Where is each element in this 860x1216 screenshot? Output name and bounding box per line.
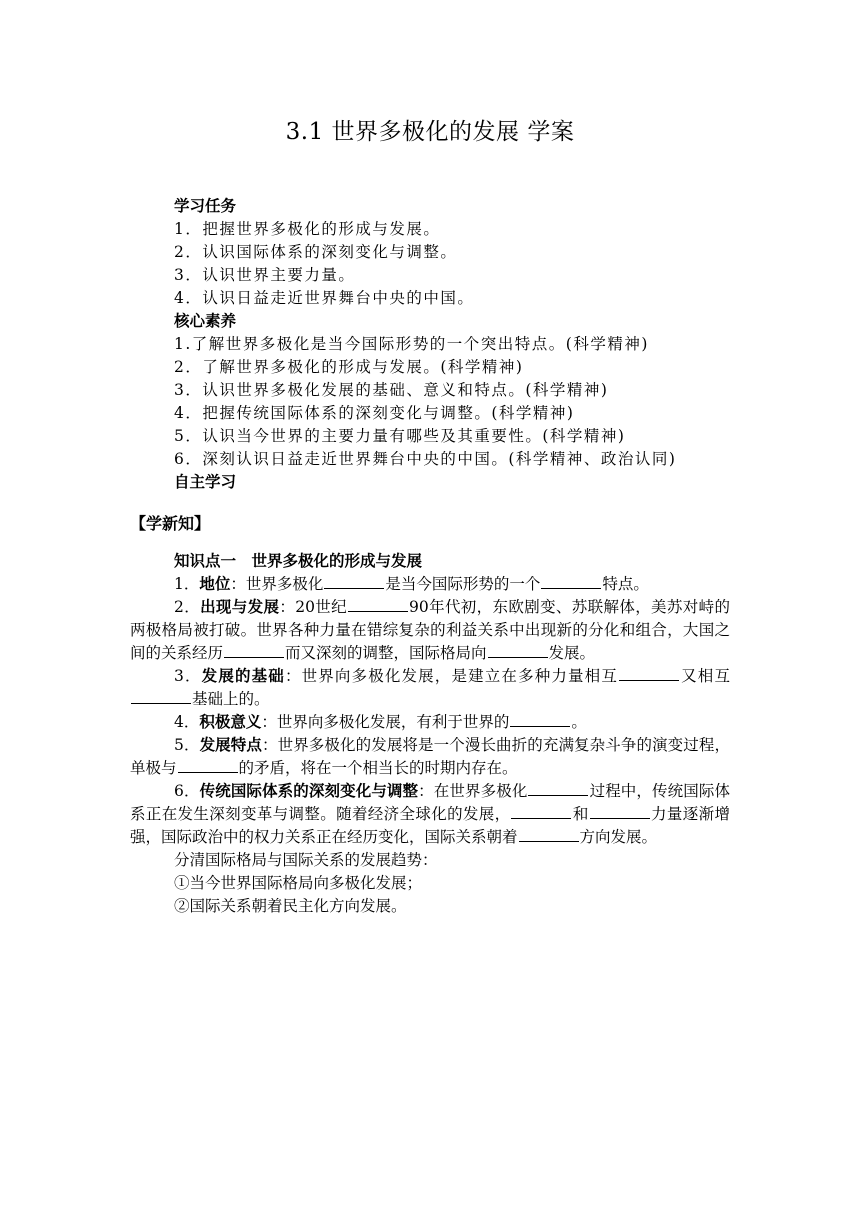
item-label: 出现与发展	[200, 598, 280, 616]
item-label: 发展特点	[199, 736, 262, 754]
item-text: 90年代初，东欧剧变、苏联解体，美苏对峙的两极格局被打破。世界各种力量在错综复杂的利益关系中出现新的分化和组合，大国之间的关系经历	[130, 598, 730, 662]
fill-blank[interactable]	[131, 689, 191, 704]
kp1-item-1	[130, 573, 730, 596]
fill-blank[interactable]	[348, 597, 408, 612]
item-text: 力量逐渐增强，国际政治中的权力关系正在经历变化，国际关系朝着	[130, 805, 730, 846]
fill-blank[interactable]	[528, 781, 588, 796]
item-text: ：世界多极化	[230, 575, 324, 593]
section-tag: 【学新知】	[130, 514, 211, 533]
core-item: 4．把握传统国际体系的深刻变化与调整。(科学精神)	[174, 404, 575, 422]
fill-blank[interactable]	[619, 666, 679, 681]
item-text: 而又深刻的调整，国际格局向	[285, 644, 487, 662]
item-text: ：世界向多极化发展，是建立在多种力量相互	[284, 667, 618, 685]
tasks-heading: 学习任务	[174, 197, 237, 215]
fill-blank[interactable]	[511, 804, 571, 819]
core-item: 2．了解世界多极化的形成与发展。(科学精神)	[174, 358, 524, 376]
task-item: 4．认识日益走近世界舞台中央的中国。	[174, 289, 475, 307]
item-label: 积极意义	[199, 713, 262, 731]
item-text: ：世界多极化的发展将是一个漫长曲折的充满复杂斗争的演变过程，单极与	[130, 736, 730, 777]
item-text: 是当今国际形势的一个	[385, 575, 541, 593]
item-number: 6．	[174, 782, 200, 800]
kp1-item-2	[130, 596, 730, 665]
fill-blank[interactable]	[224, 643, 284, 658]
task-item: 3．认识世界主要力量。	[174, 266, 356, 284]
item-text: ：世界向多极化发展，有利于世界的	[261, 713, 510, 731]
fill-blank[interactable]	[541, 574, 601, 589]
item-number: 4．	[174, 713, 200, 731]
fill-blank[interactable]	[488, 643, 548, 658]
core-item: 6．深刻认识日益走近世界舞台中央的中国。(科学精神、政治认同)	[174, 450, 677, 468]
item-text: 方向发展。	[579, 828, 658, 846]
item-text: 特点。	[602, 575, 649, 593]
item-text: 的矛盾，将在一个相当长的时期内存在。	[238, 759, 518, 777]
kp1-item-6	[130, 780, 730, 849]
item-text: 和	[572, 805, 589, 823]
knowledge-point-1	[130, 550, 730, 918]
item-text: 基础上的。	[192, 690, 270, 708]
item-text: 。	[571, 713, 587, 731]
item-number: 1．	[174, 575, 200, 593]
objectives-section	[130, 195, 730, 494]
kp1-item-5	[130, 734, 730, 780]
kp1-heading: 知识点一 世界多极化的形成与发展	[174, 552, 423, 570]
core-item: 1.了解世界多极化是当今国际形势的一个突出特点。(科学精神)	[174, 335, 649, 353]
item-label: 传统国际体系的深刻变化与调整	[199, 782, 419, 800]
core-item: 5．认识当今世界的主要力量有哪些及其重要性。(科学精神)	[174, 427, 626, 445]
core-item: 3．认识世界多极化发展的基础、意义和特点。(科学精神)	[174, 381, 609, 399]
kp1-item-4	[130, 711, 730, 734]
item-text: 发展。	[548, 644, 596, 662]
core-heading: 核心素养	[174, 312, 237, 330]
item-number: 2．	[174, 598, 201, 616]
self-study-heading: 自主学习	[174, 473, 237, 491]
note-title: 分清国际格局与国际关系的发展趋势：	[174, 851, 438, 869]
item-label: 地位	[199, 575, 231, 593]
note-item: ②国际关系朝着民主化方向发展。	[174, 897, 407, 915]
fill-blank[interactable]	[519, 827, 579, 842]
page-title: 3.1 世界多极化的发展 学案	[285, 119, 575, 145]
item-number: 5．	[174, 736, 200, 754]
item-label: 发展的基础	[201, 667, 285, 685]
fill-blank[interactable]	[590, 804, 650, 819]
item-text: 过程中，传统国际体系正在发生深刻变革与调整。随着经济全球化的发展，	[130, 782, 730, 823]
kp1-item-3	[130, 665, 730, 711]
task-item: 2．认识国际体系的深刻变化与调整。	[174, 243, 458, 261]
item-text: ：在世界多极化	[418, 782, 528, 800]
note-item: ①当今世界国际格局向多极化发展；	[174, 874, 423, 892]
fill-blank[interactable]	[510, 712, 570, 727]
task-item: 1．把握世界多极化的形成与发展。	[174, 220, 441, 238]
item-number: 3．	[174, 667, 202, 685]
item-text: ：20世纪	[279, 598, 348, 616]
item-text: 又相互	[680, 667, 730, 685]
fill-blank[interactable]	[178, 758, 238, 773]
fill-blank[interactable]	[324, 574, 384, 589]
